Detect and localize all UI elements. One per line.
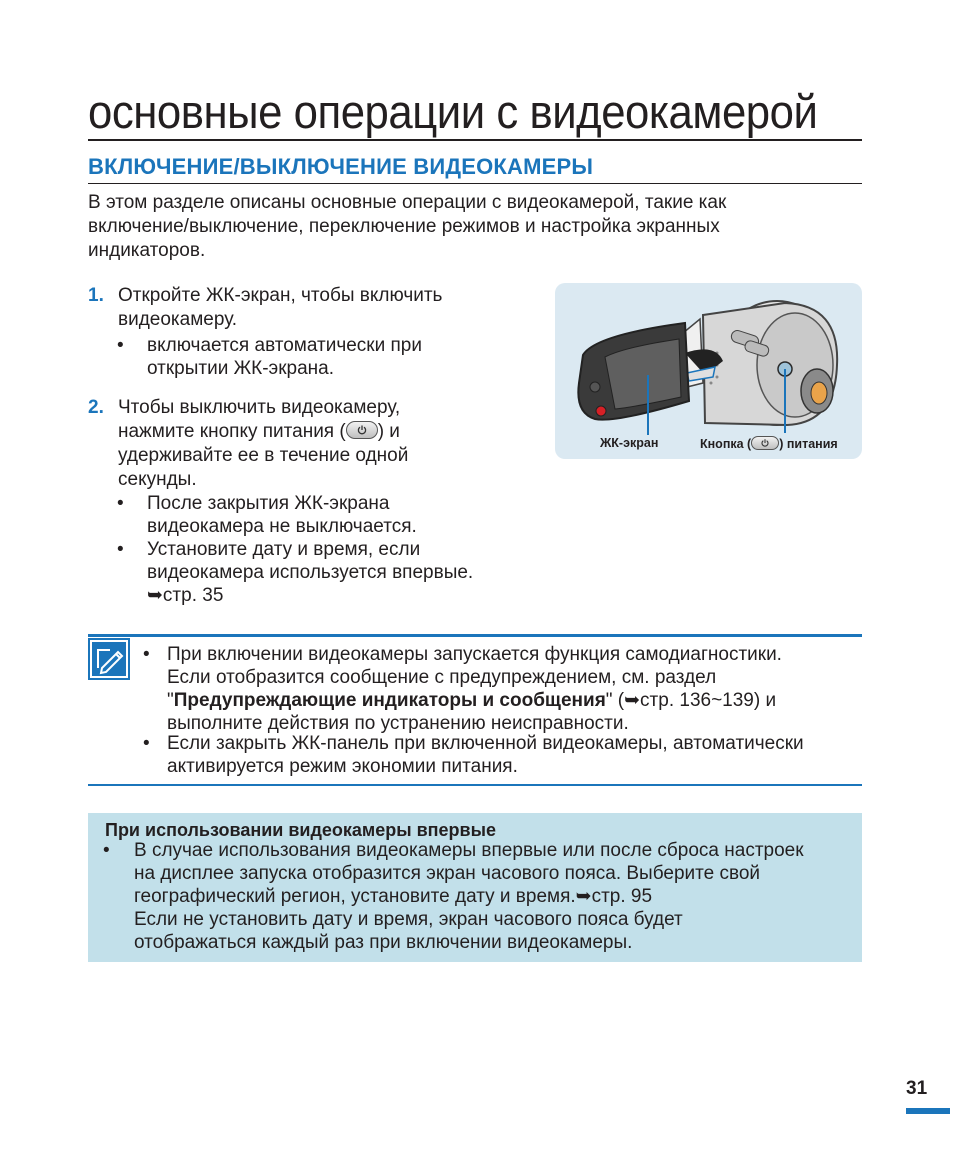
bullet-dot: • xyxy=(117,539,124,560)
first-use-info-box xyxy=(88,813,862,962)
power-icon xyxy=(751,436,779,450)
intro-paragraph: В этом разделе описаны основные операции с видеокамерой, такие как включение/выключение, переключение режимов и настройка экранных индикаторов. xyxy=(88,192,727,261)
bullet-dot: • xyxy=(117,493,124,514)
step-1-bullet-1: • включается автоматически при открытии ЖК-экрана. xyxy=(117,335,422,379)
cross-reference-title[interactable]: Предупреждающие индикаторы и сообщения xyxy=(173,690,606,711)
camcorder-figure xyxy=(555,283,862,459)
lcd-screen-label: ЖК-экран xyxy=(600,436,659,450)
step-1 xyxy=(88,284,528,334)
step-number: 2. xyxy=(88,397,104,418)
step-text: Откройте ЖК-экран, чтобы включить видеокамеру. xyxy=(118,285,443,330)
first-use-title: При использовании видеокамеры впервые xyxy=(105,820,496,840)
step-2-bullet-1: • После закрытия ЖК-экрана видеокамера не выключается. xyxy=(117,493,417,537)
camcorder-illustration xyxy=(555,283,862,459)
step-2 xyxy=(88,396,528,492)
pencil-note-icon xyxy=(88,638,130,680)
page-reference-link[interactable]: ➥стр. 35 xyxy=(147,585,224,606)
step-2-bullet-2: • Установите дату и время, если видеокамера используется впервые. ➥стр. 35 xyxy=(117,538,537,610)
bullet-dot: • xyxy=(143,733,150,754)
power-icon xyxy=(346,421,378,439)
bullet-dot: • xyxy=(103,840,110,861)
step-number: 1. xyxy=(88,285,104,306)
page-number-bar xyxy=(906,1108,950,1114)
note-item-2: • Если закрыть ЖК-панель при включенной видеокамеры, автоматически активируется режим экономии питания. xyxy=(143,733,804,777)
step-text: Чтобы выключить видеокамеру, нажмите кнопку питания ( ) и удерживайте ее в течение одной секунды. xyxy=(118,397,409,490)
note-top-rule xyxy=(88,634,862,637)
section-heading: ВКЛЮЧЕНИЕ/ВЫКЛЮЧЕНИЕ ВИДЕОКАМЕРЫ xyxy=(88,154,594,179)
page-number: 31 xyxy=(906,1078,928,1099)
title-divider xyxy=(88,139,862,141)
section-divider xyxy=(88,183,862,184)
bullet-dot: • xyxy=(117,335,124,356)
bullet-dot: • xyxy=(143,644,150,665)
note-bottom-rule xyxy=(88,784,862,786)
page-title: основные операции с видеокамерой xyxy=(88,85,818,138)
power-button-label: Кнопка ( ) питания xyxy=(700,437,838,451)
note-item-1: • При включении видеокамеры запускается функция самодиагностики. Если отобразится сообщение с предупреждением, см. раздел "Предупреждающие индикаторы и сообщения" (➥стр. 136~139) и выполните действия по устранению неисправности. xyxy=(143,644,782,734)
first-use-text: В случае использования видеокамеры впервые или после сброса настроек на дисплее запуска отобразится экран часового пояса. Выберите свой географический регион, установите дату и время.➥стр. 95 Если не установить дату и время, экран часового пояса будет отображаться каждый раз при включении видеокамеры. xyxy=(134,840,804,953)
